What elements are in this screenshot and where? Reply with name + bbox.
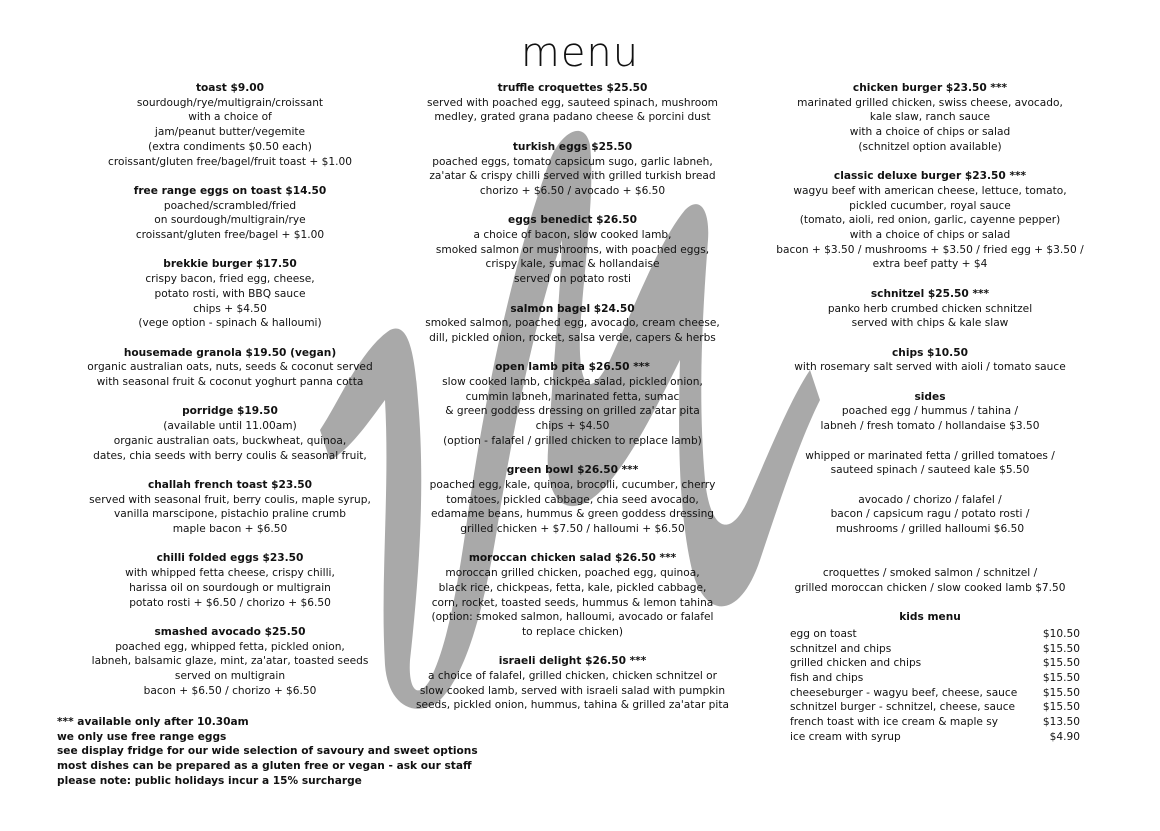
menu-item-description-line: za'atar & crispy chilli served with grilled turkish bread — [429, 170, 716, 183]
kids-menu-title: kids menu — [899, 611, 961, 624]
menu-item — [55, 81, 405, 169]
footer-note: we only use free range eggs — [57, 730, 227, 743]
menu-item-description-line: (tomato, aioli, red onion, garlic, cayenne pepper) — [799, 214, 1061, 227]
menu-item-description-line: dates, chia seeds with berry coulis & seasonal fruit, — [93, 449, 367, 462]
menu-item — [405, 360, 740, 448]
menu-item-description-line: on sourdough/multigrain/rye — [154, 214, 306, 227]
footer-note: please note: public holidays incur a 15% surcharge — [57, 774, 362, 787]
kids-item-price: $15.50 — [1042, 686, 1080, 699]
kids-item-name: french toast with ice cream & maple sy — [790, 716, 999, 729]
kids-item-name: egg on toast — [790, 627, 857, 640]
menu-item-heading: chips $10.50 — [892, 346, 968, 359]
menu-item-description-line: a choice of bacon, slow cooked lamb, — [473, 229, 672, 241]
menu-item-description-line: slow cooked lamb, served with israeli salad with pumpkin — [419, 684, 726, 697]
menu-item-description-line: potato rosti + $6.50 / chorizo + $6.50 — [129, 596, 331, 609]
menu-item-heading: challah french toast $23.50 — [147, 478, 313, 491]
kids-item-name: grilled chicken and chips — [790, 657, 922, 670]
menu-item-description-line: poached egg, kale, quinoa, brocolli, cucumber, cherry — [429, 478, 716, 491]
menu-column-right — [770, 81, 1090, 759]
menu-item-description-line: served with chips & kale slaw — [851, 317, 1009, 330]
footer-notes — [57, 715, 478, 789]
menu-item-description-line: extra beef patty + $4 — [872, 258, 988, 271]
menu-item-description-line: chorizo + $6.50 / avocado + $6.50 — [479, 184, 666, 197]
menu-item-description-line: potato rosti, with BBQ sauce — [154, 287, 306, 300]
menu-item — [405, 551, 740, 639]
menu-item-description-line: pickled cucumber, royal sauce — [849, 199, 1011, 212]
menu-item-description-line: croissant/gluten free/bagel + $1.00 — [135, 229, 325, 242]
kids-item-price: $15.50 — [1042, 672, 1080, 685]
menu-item-description-line: poached eggs, tomato capsicum sugo, garlic labneh, — [432, 155, 713, 168]
kids-item-price: $4.90 — [1049, 730, 1080, 743]
menu-item-heading: sides — [914, 390, 946, 403]
menu-item-description-line — [770, 537, 1090, 552]
kids-menu-row — [790, 686, 1080, 701]
menu-item-description-line: poached egg / hummus / tahina / — [841, 405, 1019, 418]
menu-item-heading: moroccan chicken salad $26.50 *** — [468, 552, 677, 565]
kids-menu — [770, 610, 1090, 744]
menu-item-description-line: served with poached egg, sauteed spinach, mushroom — [426, 96, 718, 109]
footer-note: see display fridge for our wide selection of savoury and sweet options — [57, 745, 478, 758]
menu-item — [55, 478, 405, 537]
menu-item-description-line: panko herb crumbed chicken schnitzel — [827, 302, 1033, 315]
footer-note: most dishes can be prepared as a gluten free or vegan - ask our staff — [57, 760, 472, 773]
menu-item-heading: schnitzel $25.50 *** — [870, 287, 990, 300]
menu-item-description-line: cummin labneh, marinated fetta, sumac — [465, 390, 680, 403]
menu-item — [405, 213, 740, 287]
menu-item-description-line: poached egg, whipped fetta, pickled onion, — [115, 640, 345, 653]
kids-item-name: cheeseburger - wagyu beef, cheese, sauce — [790, 686, 1018, 699]
menu-item-description-line: with a choice of — [188, 111, 272, 124]
menu-item — [55, 257, 405, 331]
menu-item-description-line: croissant/gluten free/bagel/fruit toast + $1.00 — [108, 155, 352, 168]
menu-item-description-line: medley, grated grana padano cheese & porcini dust — [434, 111, 711, 124]
menu-item-description-line: marinated grilled chicken, swiss cheese, avocado, — [797, 96, 1063, 109]
menu-item-description-line: labneh, balsamic glaze, mint, za'atar, toasted seeds — [91, 655, 369, 668]
menu-item-description-line: avocado / chorizo / falafel / — [858, 493, 1002, 506]
menu-item — [770, 169, 1090, 272]
menu-item-description-line: with whipped fetta cheese, crispy chilli, — [125, 567, 335, 580]
menu-item-description-line: (available until 11.00am) — [163, 420, 297, 433]
kids-menu-row — [790, 627, 1080, 642]
menu-item-description-line: served with seasonal fruit, berry coulis, maple syrup, — [89, 493, 371, 506]
menu-item-heading: porridge $19.50 — [182, 405, 278, 418]
menu-item-description-line: whipped or marinated fetta / grilled tomatoes / — [805, 449, 1055, 462]
menu-item — [55, 551, 405, 610]
menu-item-description-line: poached/scrambled/fried — [163, 199, 297, 212]
menu-item-description-line: moroccan grilled chicken, poached egg, quinoa, — [445, 567, 700, 580]
kids-menu-row — [790, 642, 1080, 657]
kids-item-price: $13.50 — [1042, 716, 1080, 729]
menu-item-description-line: organic australian oats, buckwheat, quinoa, — [113, 434, 347, 447]
page-title: menu — [520, 30, 640, 76]
kids-item-name: fish and chips — [790, 672, 864, 685]
menu-item-description-line: (vege option - spinach & halloumi) — [138, 317, 322, 330]
menu-item-description-line: smoked salmon, poached egg, avocado, cream cheese, — [425, 317, 720, 330]
kids-menu-row — [790, 671, 1080, 686]
menu-item-heading: open lamb pita $26.50 *** — [495, 361, 650, 374]
menu-item — [405, 654, 740, 713]
kids-item-name: schnitzel and chips — [790, 642, 892, 655]
menu-item-description-line: slow cooked lamb, chickpea salad, pickled onion, — [442, 376, 703, 388]
menu-item-description-line: with rosemary salt served with aioli / tomato sauce — [794, 361, 1066, 374]
menu-item — [55, 184, 405, 243]
menu-item-description-line: bacon + $3.50 / mushrooms + $3.50 / fried egg + $3.50 / — [776, 243, 1084, 256]
menu-item-description-line: organic australian oats, nuts, seeds & coconut served — [87, 361, 373, 374]
menu-item-heading: chicken burger $23.50 *** — [852, 82, 1008, 94]
menu-item-description-line: bacon + $6.50 / chorizo + $6.50 — [143, 684, 317, 697]
menu-item-description-line — [770, 434, 1090, 449]
kids-menu-row — [790, 730, 1080, 745]
menu-item-description-line: tomatoes, pickled cabbage, chia seed avocado, — [446, 493, 699, 506]
menu-item — [770, 287, 1090, 331]
menu-item — [55, 346, 405, 390]
menu-item — [405, 140, 740, 199]
menu-item-description-line: labneh / fresh tomato / hollandaise $3.50 — [820, 420, 1040, 433]
menu-item — [405, 302, 740, 346]
menu-item — [770, 81, 1090, 155]
right-column-sections — [770, 81, 1090, 596]
menu-item — [405, 463, 740, 537]
menu-item-heading: housemade granola $19.50 (vegan) — [123, 346, 337, 359]
menu-item-heading: chilli folded eggs $23.50 — [156, 552, 304, 565]
menu-item-description-line: seeds, pickled onion, hummus, tahina & grilled za'atar pita — [416, 699, 729, 712]
menu-item-description-line: mushrooms / grilled halloumi $6.50 — [835, 523, 1025, 536]
footer-note: *** available only after 10.30am — [57, 716, 249, 728]
menu-item-description-line: grilled chicken + $7.50 / halloumi + $6.50 — [460, 523, 685, 536]
menu-item-heading: turkish eggs $25.50 — [512, 140, 633, 153]
menu-item-description-line: maple bacon + $6.50 — [172, 523, 288, 536]
menu-item-description-line: (extra condiments $0.50 each) — [148, 140, 312, 153]
kids-item-price: $15.50 — [1042, 657, 1080, 670]
menu-item-description-line — [770, 478, 1090, 493]
menu-item-description-line: kale slaw, ranch sauce — [869, 111, 991, 124]
kids-menu-row — [790, 700, 1080, 715]
menu-item-heading: truffle croquettes $25.50 — [497, 82, 648, 94]
menu-item-heading: israeli delight $26.50 *** — [498, 655, 647, 668]
menu-item — [770, 390, 1090, 596]
menu-item-description-line: chips + $4.50 — [193, 302, 267, 315]
menu-item-description-line: (option - falafel / grilled chicken to replace lamb) — [443, 434, 702, 447]
menu-item-description-line: served on potato rosti — [514, 273, 631, 286]
menu-item-description-line: served on multigrain — [174, 670, 286, 683]
menu-item-description-line: croquettes / smoked salmon / schnitzel / — [822, 567, 1038, 580]
menu-item — [770, 346, 1090, 375]
menu-item-description-line: harissa oil on sourdough or multigrain — [129, 581, 331, 594]
menu-item-description-line: chips + $4.50 — [535, 420, 610, 433]
menu-item — [55, 625, 405, 699]
menu-item-heading: smashed avocado $25.50 — [154, 625, 306, 638]
menu-item-description-line: black rice, chickpeas, fetta, kale, pickled cabbage, — [438, 581, 707, 594]
menu-item-description-line: a choice of falafel, grilled chicken, chicken schnitzel or — [428, 670, 717, 683]
menu-item-description-line: grilled moroccan chicken / slow cooked lamb $7.50 — [794, 581, 1066, 594]
menu-item-description-line: smoked salmon or mushrooms, with poached eggs, — [435, 243, 710, 256]
kids-menu-row — [790, 715, 1080, 730]
kids-item-name: ice cream with syrup — [790, 730, 901, 743]
menu-item-description-line: crispy kale, sumac & hollandaise — [485, 258, 660, 271]
menu-item-description-line — [770, 551, 1090, 566]
menu-item-description-line: with a choice of chips or salad — [849, 126, 1011, 139]
menu-item-heading: toast $9.00 — [195, 82, 265, 94]
menu-item — [405, 81, 740, 125]
menu-column-left — [55, 81, 405, 713]
menu-item-description-line: wagyu beef with american cheese, lettuce, tomato, — [793, 184, 1067, 197]
menu-item-description-line: to replace chicken) — [522, 625, 623, 638]
menu-item-description-line: bacon / capsicum ragu / potato rosti / — [830, 508, 1030, 521]
menu-item-heading: classic deluxe burger $23.50 *** — [833, 170, 1027, 183]
menu-item-heading: brekkie burger $17.50 — [163, 258, 297, 271]
menu-column-middle — [405, 81, 740, 728]
menu-item-heading: eggs benedict $26.50 — [508, 214, 637, 227]
menu-item-description-line: dill, pickled onion, rocket, salsa verde, capers & herbs — [429, 331, 716, 344]
menu-item-description-line: (schnitzel option available) — [858, 140, 1002, 153]
kids-item-price: $10.50 — [1042, 627, 1080, 640]
kids-item-price: $15.50 — [1042, 701, 1080, 714]
menu-item-description-line: jam/peanut butter/vegemite — [154, 126, 306, 139]
menu-item-description-line: edamame beans, hummus & green goddess dressing — [430, 508, 715, 521]
menu-item-heading: green bowl $26.50 *** — [506, 464, 639, 477]
menu-item-description-line: sauteed spinach / sauteed kale $5.50 — [830, 464, 1030, 477]
menu-item-description-line: corn, rocket, toasted seeds, hummus & lemon tahina — [431, 596, 714, 609]
kids-menu-row — [790, 656, 1080, 671]
menu-item-heading: free range eggs on toast $14.50 — [133, 184, 327, 197]
menu-item-description-line: & green goddess dressing on grilled za'atar pita — [445, 405, 700, 418]
kids-menu-list — [790, 627, 1080, 745]
kids-item-name: schnitzel burger - schnitzel, cheese, sauce — [790, 701, 1016, 714]
menu-item — [55, 404, 405, 463]
menu-item-description-line: with seasonal fruit & coconut yoghurt panna cotta — [96, 376, 364, 389]
menu-item-description-line: crispy bacon, fried egg, cheese, — [145, 273, 315, 286]
menu-item-description-line: sourdough/rye/multigrain/croissant — [136, 96, 324, 109]
menu-item-description-line: vanilla marscipone, pistachio praline crumb — [114, 508, 346, 521]
menu-item-description-line: (option: smoked salmon, halloumi, avocado or falafel — [431, 611, 714, 624]
menu-item-heading: salmon bagel $24.50 — [510, 302, 635, 315]
menu-item-description-line: with a choice of chips or salad — [849, 229, 1011, 242]
kids-item-price: $15.50 — [1042, 642, 1080, 655]
